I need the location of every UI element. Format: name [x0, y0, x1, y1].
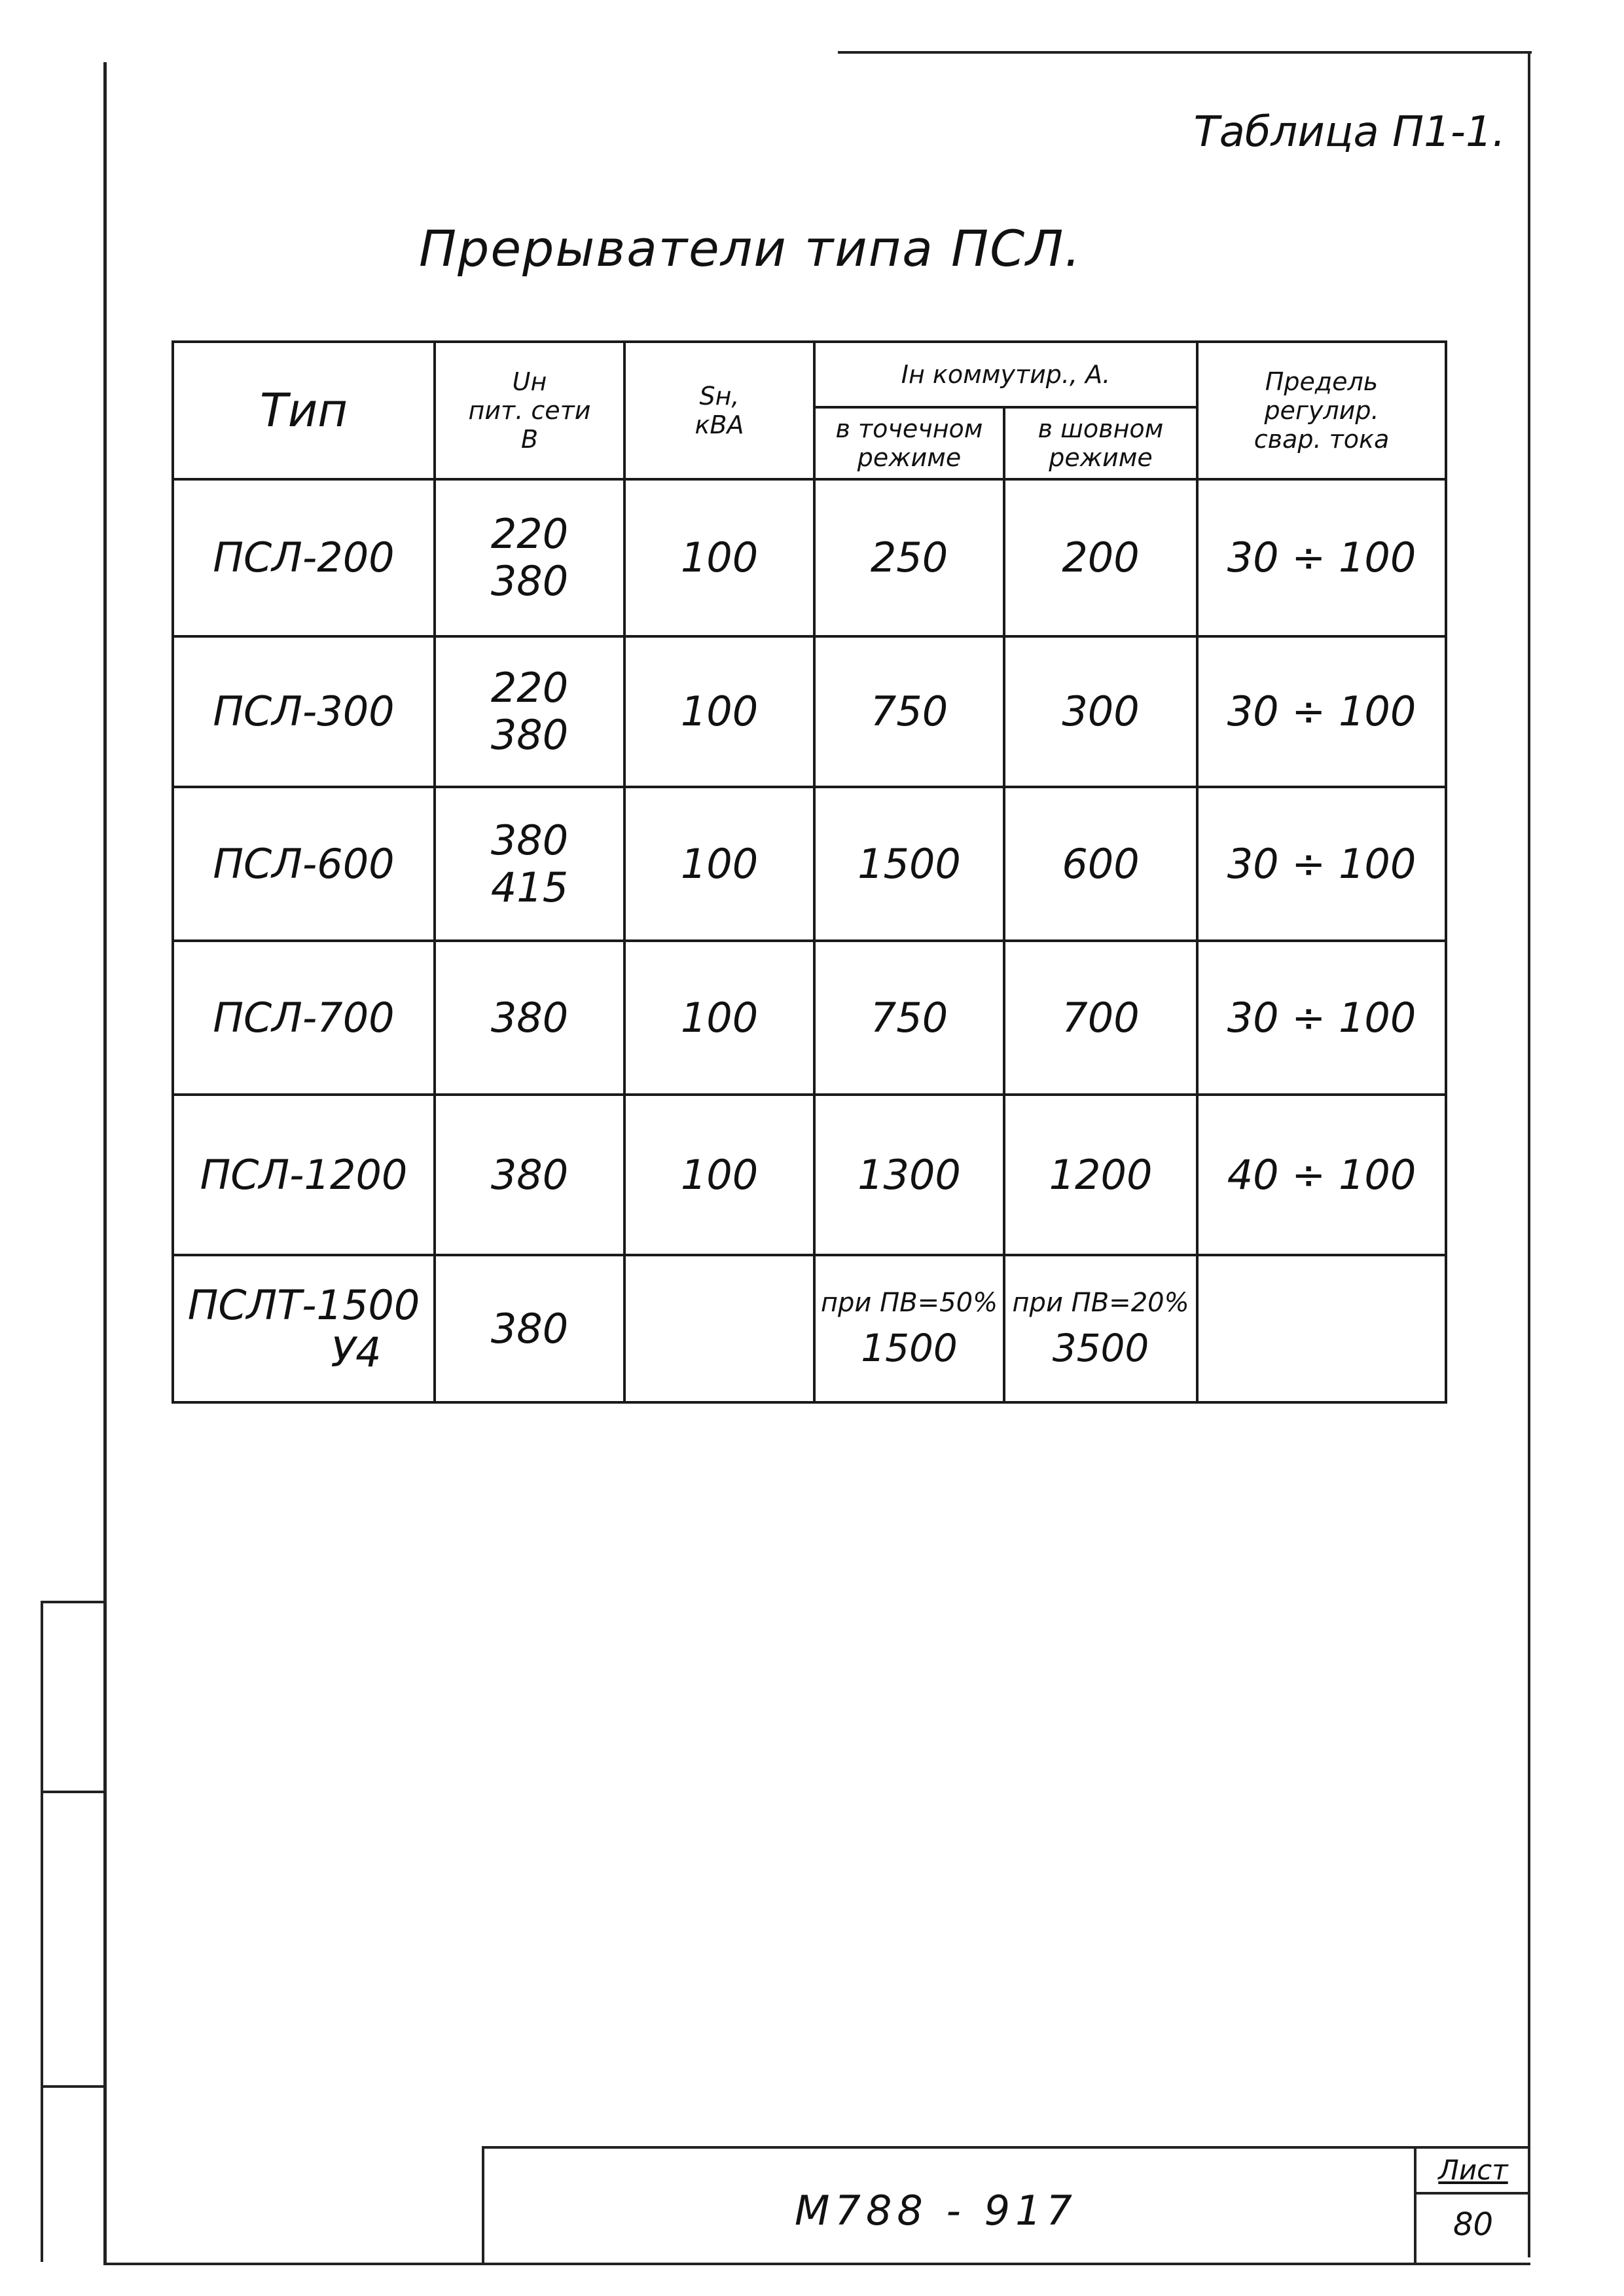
table-row [173, 1255, 1446, 1402]
cell-current-seam [1004, 1255, 1197, 1402]
cell-type: ПСЛ-600 [173, 787, 435, 941]
title-block-sheet-divider [1414, 2146, 1416, 2264]
cell-voltage [435, 479, 624, 636]
table-row [173, 636, 1446, 787]
cell-type: ПСЛ-700 [173, 941, 435, 1095]
cell-type: ПСЛ-300 [173, 636, 435, 787]
cell-type: ПСЛ-1200 [173, 1095, 435, 1255]
header-range-line3: свар. тока [1254, 425, 1390, 454]
cell-range: 30 ÷ 100 [1197, 941, 1446, 1095]
cell-spot-value: 1500 [861, 1325, 958, 1370]
cell-range: 30 ÷ 100 [1197, 787, 1446, 941]
table-reference: Таблица П1-1. [1193, 108, 1506, 156]
cell-spot-note: при ПВ=50% [820, 1287, 998, 1318]
cell-current-spot: 750 [814, 636, 1004, 787]
cell-current-seam: 200 [1004, 479, 1197, 636]
cell-voltage: 380 [435, 1255, 624, 1402]
cell-voltage [435, 787, 624, 941]
header-current-spot: в точечном режиме [814, 407, 1004, 479]
header-range-line1: Предель [1265, 367, 1379, 396]
cell-range: 30 ÷ 100 [1197, 479, 1446, 636]
cell-current-seam: 700 [1004, 941, 1197, 1095]
header-voltage-line3: В [520, 425, 539, 454]
cell-voltage: 380 [435, 1095, 624, 1255]
cell-power: 100 [624, 787, 814, 941]
cell-voltage-1: 380 [490, 816, 569, 864]
cell-power: 100 [624, 941, 814, 1095]
header-type: Тип [173, 342, 435, 479]
table-title: Прерыватели типа ПСЛ. [419, 219, 1082, 278]
cell-voltage [435, 636, 624, 787]
cell-current-spot: 250 [814, 479, 1004, 636]
cell-range: 40 ÷ 100 [1197, 1095, 1446, 1255]
cell-voltage: 380 [435, 941, 624, 1095]
header-voltage-line2: пит. сети [468, 396, 591, 425]
frame-top-line [838, 51, 1532, 54]
cell-power: 100 [624, 636, 814, 787]
cell-range [1197, 1255, 1446, 1402]
header-current-seam: в шовном режиме [1004, 407, 1197, 479]
header-power-line1: Sн, [699, 382, 740, 410]
frame-left-line [103, 62, 107, 2265]
cell-seam-note: при ПВ=20% [1012, 1287, 1189, 1318]
frame-right-line [1528, 51, 1530, 2257]
table-row [173, 941, 1446, 1095]
cell-current-spot: 1500 [814, 787, 1004, 941]
table-row [173, 479, 1446, 636]
frame-bottom-line [103, 2263, 1530, 2265]
cell-power: 100 [624, 1095, 814, 1255]
cell-current-spot: 1300 [814, 1095, 1004, 1255]
header-power [624, 342, 814, 479]
binding-strip-divider [41, 2085, 105, 2088]
header-voltage-line1: Uн [512, 367, 547, 396]
cell-type-line1: ПСЛТ-1500 [187, 1281, 420, 1329]
cell-current-seam: 600 [1004, 787, 1197, 941]
cell-power [624, 1255, 814, 1402]
header-range-line2: регулир. [1264, 396, 1379, 425]
binding-strip-divider [41, 1791, 105, 1793]
sheet-number: 80 [1453, 2206, 1494, 2243]
cell-current-spot [814, 1255, 1004, 1402]
interrupter-table [171, 340, 1447, 1404]
header-current-group: Iн коммутир., А. [814, 342, 1197, 407]
cell-voltage-1: 220 [490, 664, 569, 712]
document-code: М788 - 917 [795, 2187, 1077, 2234]
table-row [173, 787, 1446, 941]
cell-power: 100 [624, 479, 814, 636]
table-row [173, 1095, 1446, 1255]
header-voltage [435, 342, 624, 479]
cell-current-spot: 750 [814, 941, 1004, 1095]
binding-strip-divider [41, 1601, 105, 1603]
cell-voltage-1: 220 [490, 510, 569, 558]
title-block-sheet-line [1414, 2192, 1530, 2195]
cell-range: 30 ÷ 100 [1197, 636, 1446, 787]
cell-seam-value: 3500 [1052, 1325, 1149, 1370]
sheet-label: Лист [1438, 2154, 1508, 2186]
cell-current-seam: 1200 [1004, 1095, 1197, 1255]
cell-type-line2: У4 [331, 1328, 382, 1376]
cell-type: ПСЛ-200 [173, 479, 435, 636]
header-range [1197, 342, 1446, 479]
title-block-top-line [483, 2146, 1530, 2149]
cell-type [173, 1255, 435, 1402]
cell-voltage-2: 415 [490, 863, 569, 911]
cell-current-seam: 300 [1004, 636, 1197, 787]
cell-voltage-2: 380 [490, 557, 569, 605]
binding-strip-line [41, 1601, 43, 2262]
header-power-line2: кВА [695, 410, 744, 439]
cell-voltage-2: 380 [490, 711, 569, 759]
title-block-left-line [482, 2146, 484, 2264]
